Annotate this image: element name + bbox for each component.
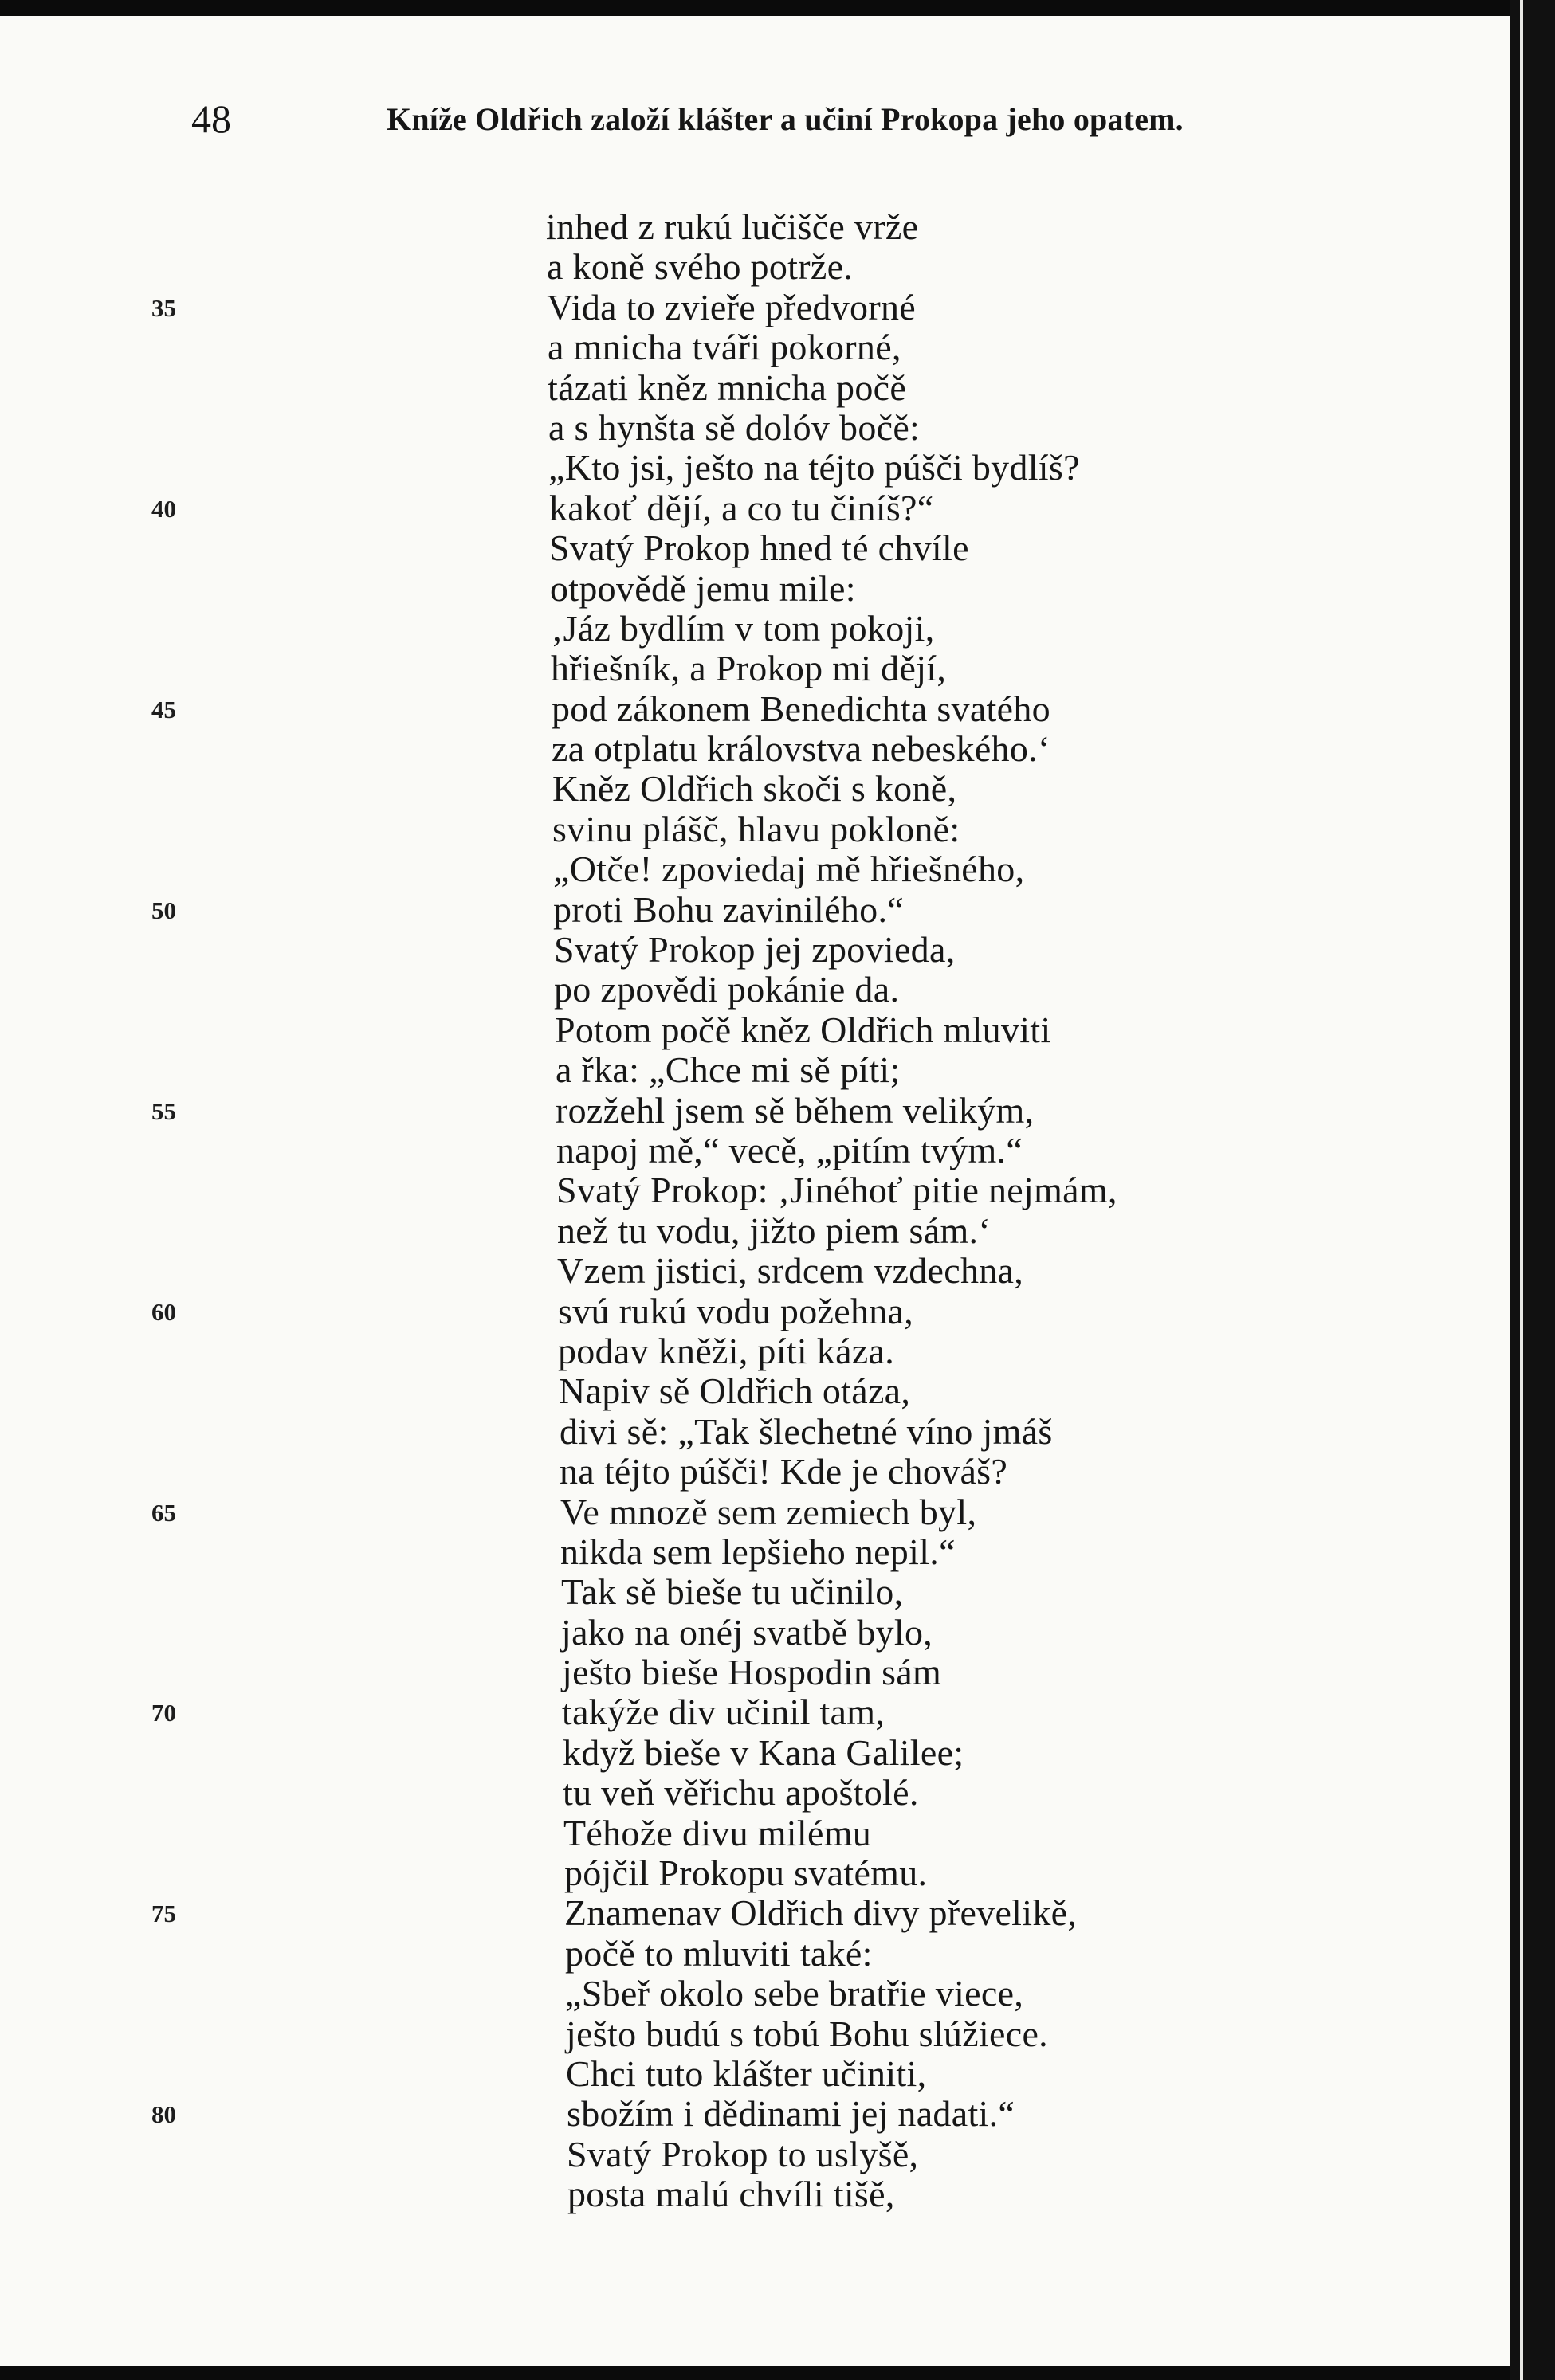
verse-line-text: Svatý Prokop jej zpovieda, xyxy=(554,929,956,970)
verse-line xyxy=(0,1853,1510,1893)
verse-line xyxy=(0,1131,1510,1170)
verse-line-text: svinu plášč, hlavu pokloně: xyxy=(552,808,960,849)
verse-line xyxy=(0,1292,1510,1331)
verse-line xyxy=(0,1371,1510,1411)
verse-line xyxy=(0,1452,1510,1492)
verse-line-text: inhed z rukú lučišče vrže xyxy=(546,206,919,247)
verse-line xyxy=(0,1613,1510,1653)
verse-line xyxy=(0,1211,1510,1251)
verse-line-text: a koně svého potrže. xyxy=(547,246,854,288)
verse-line-text: a mnicha tváři pokorné, xyxy=(548,327,901,368)
verse-line xyxy=(0,247,1510,287)
verse-line-text: proti Bohu zavinilého.“ xyxy=(553,888,904,930)
verse-line xyxy=(0,1091,1510,1131)
verse-line-text: pójčil Prokopu svatému. xyxy=(564,1853,928,1894)
verse-line xyxy=(0,1492,1510,1532)
verse-line xyxy=(0,1813,1510,1853)
verse-line-text: Svatý Prokop: ‚Jinéhoť pitie nejmám, xyxy=(556,1170,1117,1211)
scan-edge xyxy=(1510,0,1555,2380)
verse-line xyxy=(0,1692,1510,1732)
verse-line-text: podav kněži, píti káza. xyxy=(558,1330,895,1371)
verse-line-text: Napiv sě Oldřich otáza, xyxy=(559,1370,911,1412)
verse-line-text: Kněz Oldřich skoči s koně, xyxy=(552,768,957,810)
verse-line-text: takýže div učinil tam, xyxy=(562,1692,885,1733)
verse-line-text: hřiešník, a Prokop mi dějí, xyxy=(551,648,947,689)
page-header xyxy=(191,96,1371,159)
verse-line-text: Téhože divu milému xyxy=(563,1812,872,1853)
scan-edge-highlight xyxy=(1520,0,1523,2380)
verse-line xyxy=(0,1653,1510,1692)
book-page xyxy=(0,16,1510,2366)
verse-line-text: po zpovědi pokánie da. xyxy=(554,969,900,1010)
verse-line-text: „Otče! zpoviedaj mě hřiešného, xyxy=(553,849,1025,890)
verse-line-text: za otplatu královstva nebeského.‘ xyxy=(552,728,1050,770)
verse-line-text: Svatý Prokop to uslyšě, xyxy=(567,2133,919,2174)
verse-line xyxy=(0,2054,1510,2094)
verse-line xyxy=(0,2174,1510,2214)
verse-line xyxy=(0,488,1510,528)
verse-line-text: počě to mluviti také: xyxy=(565,1932,873,1974)
verse-line xyxy=(0,327,1510,367)
verse-line xyxy=(0,448,1510,488)
verse-line xyxy=(0,207,1510,247)
verse-line xyxy=(0,849,1510,889)
verse-line-text: napoj mě,“ vecě, „pitím tvým.“ xyxy=(556,1129,1023,1170)
verse-line xyxy=(0,1934,1510,1974)
line-number: 40 xyxy=(151,494,176,523)
verse-line-text: divi sě: „Tak šlechetné víno jmáš xyxy=(560,1410,1053,1452)
verse-line xyxy=(0,2135,1510,2174)
verse-line-text: jako na onéj svatbě bylo, xyxy=(561,1611,933,1653)
verse-line xyxy=(0,1050,1510,1090)
verse-line xyxy=(0,528,1510,568)
line-number: 80 xyxy=(151,2100,176,2129)
verse-line-text: Potom počě kněz Oldřich mluviti xyxy=(555,1009,1051,1050)
verse-line xyxy=(0,1773,1510,1813)
line-number: 45 xyxy=(151,695,176,723)
verse-line-text: Ve mnozě sem zemiech byl, xyxy=(560,1491,977,1532)
line-number: 65 xyxy=(151,1498,176,1527)
verse-line xyxy=(0,1010,1510,1050)
verse-line-text: když bieše v Kana Galilee; xyxy=(563,1731,964,1773)
line-number: 60 xyxy=(151,1297,176,1326)
verse-line-text: Vzem jistici, srdcem vzdechna, xyxy=(557,1250,1024,1292)
verse-line xyxy=(0,1412,1510,1452)
verse-line-text: Vida to zvieře předvorné xyxy=(547,286,916,327)
running-title: Kníže Oldřich založí klášter a učiní Prokopa jeho opatem. xyxy=(387,101,1184,137)
verse-line xyxy=(0,1974,1510,2013)
verse-line xyxy=(0,729,1510,769)
verse-line-text: posta malú chvíli tišě, xyxy=(567,2174,895,2215)
verse-line xyxy=(0,368,1510,408)
verse-line xyxy=(0,1733,1510,1773)
verse-line xyxy=(0,890,1510,930)
verse-line-text: svú rukú vodu požehna, xyxy=(558,1290,914,1331)
verse-line-text: rozžehl jsem sě během velikým, xyxy=(556,1089,1035,1131)
verse-line-text: Znamenav Oldřich divy převelikě, xyxy=(564,1892,1078,1934)
verse-line xyxy=(0,649,1510,688)
verse-line-text: Chci tuto klášter učiniti, xyxy=(566,2053,927,2094)
verse-text xyxy=(0,207,1510,2215)
verse-line-text: pod zákonem Benedichta svatého xyxy=(552,688,1050,729)
verse-line xyxy=(0,970,1510,1010)
verse-line xyxy=(0,408,1510,448)
verse-line xyxy=(0,1572,1510,1612)
verse-line-text: ješto budú s tobú Bohu slúžiece. xyxy=(566,2013,1048,2054)
verse-line-text: nikda sem lepšieho nepil.“ xyxy=(560,1531,956,1572)
verse-line-text: tu veň věřichu apoštolé. xyxy=(563,1772,919,1813)
verse-line xyxy=(0,1331,1510,1371)
verse-line-text: „Sbeř okolo sebe bratřie viece, xyxy=(565,1973,1024,2014)
verse-line xyxy=(0,569,1510,609)
verse-line-text: sbožím i dědinami jej nadati.“ xyxy=(567,2093,1015,2135)
verse-line-text: a řka: „Chce mi sě píti; xyxy=(556,1049,901,1091)
line-number: 75 xyxy=(151,1900,176,1928)
verse-line-text: kakoť dějí, a co tu činíš?“ xyxy=(549,487,934,528)
verse-line xyxy=(0,689,1510,729)
verse-line xyxy=(0,930,1510,970)
verse-line xyxy=(0,2094,1510,2134)
verse-line xyxy=(0,1251,1510,1291)
verse-line-text: ješto bieše Hospodin sám xyxy=(562,1652,942,1693)
verse-line-text: tázati kněz mnicha počě xyxy=(548,367,907,408)
verse-line-text: než tu vodu, jižto piem sám.‘ xyxy=(557,1210,991,1251)
verse-line xyxy=(0,2014,1510,2054)
line-number: 35 xyxy=(151,293,176,322)
verse-line-text: Svatý Prokop hned té chvíle xyxy=(549,527,969,569)
verse-line-text: Tak sě bieše tu učinilo, xyxy=(561,1571,904,1613)
line-number: 70 xyxy=(151,1699,176,1727)
verse-line xyxy=(0,288,1510,327)
verse-line-text: na téjto púšči! Kde je chováš? xyxy=(560,1451,1008,1492)
verse-line-text: „Kto jsi, ješto na téjto púšči bydlíš? xyxy=(548,447,1080,488)
verse-line xyxy=(0,810,1510,849)
verse-line xyxy=(0,1170,1510,1210)
line-number: 50 xyxy=(151,896,176,924)
verse-line xyxy=(0,1893,1510,1933)
verse-line xyxy=(0,1532,1510,1572)
verse-line-text: ‚Jáz bydlím v tom pokoji, xyxy=(551,607,935,649)
verse-line xyxy=(0,769,1510,809)
page-number: 48 xyxy=(191,96,231,141)
verse-line-text: otpovědě jemu mile: xyxy=(550,567,856,609)
verse-line xyxy=(0,609,1510,649)
verse-line-text: a s hynšta sě dolóv bočě: xyxy=(548,406,921,448)
line-number: 55 xyxy=(151,1096,176,1125)
